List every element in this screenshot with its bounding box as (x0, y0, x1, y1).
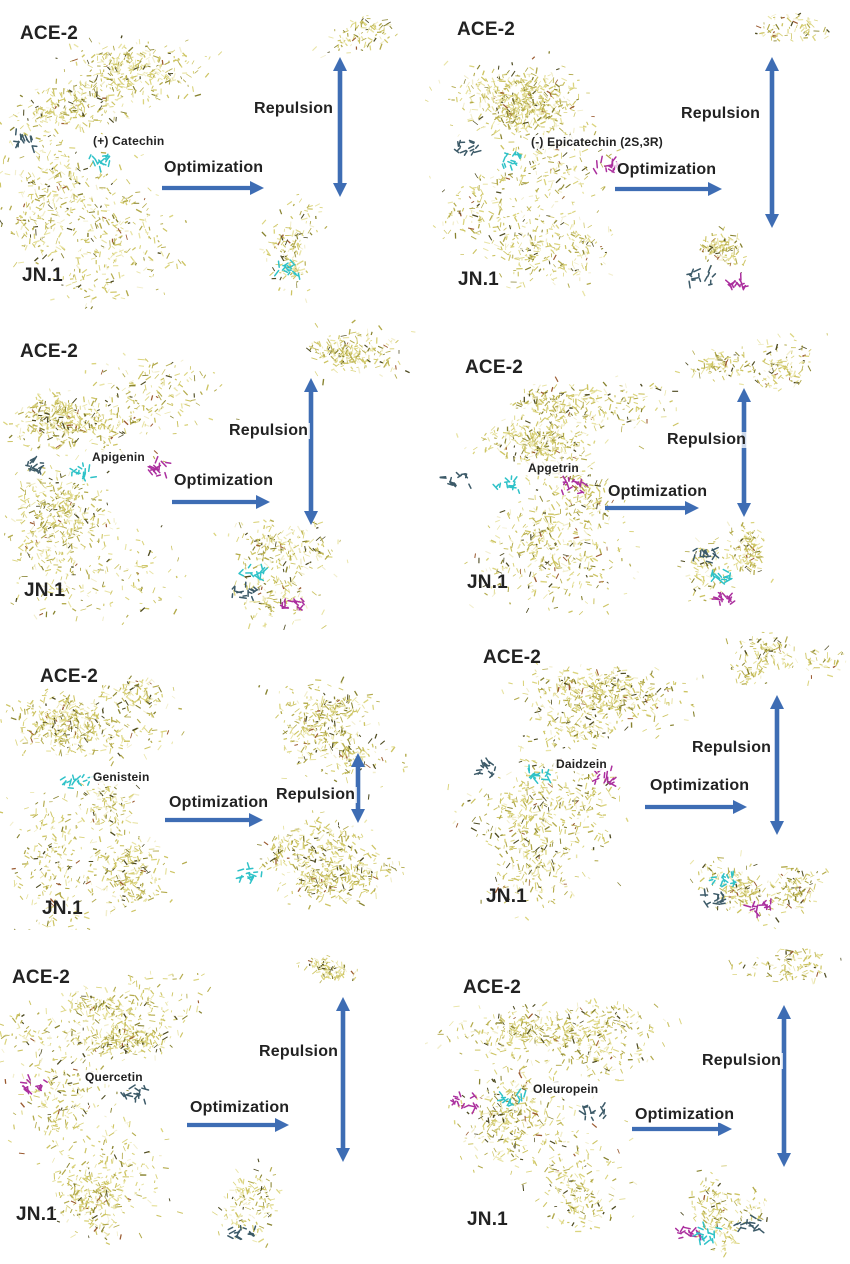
ace2-label: ACE-2 (463, 977, 522, 998)
optimization-arrow-icon (632, 1122, 732, 1136)
optimization-label: Optimization (608, 483, 708, 500)
ligand-slate (14, 129, 37, 152)
separated-jn1-structure (690, 850, 829, 929)
separated-jn1-structure (700, 226, 747, 274)
jn1-label: JN.1 (22, 265, 63, 286)
ligand-cyan (493, 476, 519, 493)
optimization-label: Optimization (650, 777, 750, 794)
jn1-structure (449, 1048, 637, 1232)
optimization-arrow-icon (165, 813, 263, 827)
ace2-structure (457, 376, 679, 472)
separated-ace2-structure (313, 16, 398, 58)
jn1-label: JN.1 (486, 886, 527, 907)
separated-ace2-structure (729, 948, 841, 984)
ace2-label: ACE-2 (457, 19, 516, 40)
optimization-label: Optimization (169, 794, 269, 811)
jn1-label: JN.1 (467, 572, 508, 593)
optimization-label: Optimization (190, 1099, 290, 1116)
optimization-label: Optimization (164, 159, 264, 176)
repulsion-arrow-icon (765, 57, 779, 228)
repulsion-arrow-icon (770, 695, 784, 835)
repulsion-label: Repulsion (259, 1043, 339, 1060)
optimization-arrow-icon (645, 800, 747, 814)
ligand-slate (475, 758, 496, 777)
separated-ace2-structure (755, 13, 829, 41)
panel-quercetin (0, 930, 425, 1264)
ligand-magenta (148, 457, 171, 478)
repulsion-label: Repulsion (692, 739, 772, 756)
ligand-label: Apgetrin (525, 461, 582, 475)
repulsion-label: Repulsion (254, 100, 334, 117)
separated-ace2-structure (675, 333, 827, 391)
ace2-structure (13, 35, 222, 141)
separated-jn1-structure (677, 522, 773, 601)
repulsion-label: Repulsion (681, 105, 761, 122)
molecule-canvas (425, 630, 850, 930)
separated-ace2-structure (726, 632, 846, 686)
ace2-structure (502, 661, 703, 751)
separated-ligand-magenta (744, 899, 771, 918)
separated-jn1-structure (259, 194, 327, 302)
separated-ligand-cyan (236, 863, 261, 883)
ligand-slate (440, 473, 471, 489)
separated-ligand-slate (687, 266, 715, 288)
repulsion-label: Repulsion (229, 422, 309, 439)
repulsion-label: Repulsion (667, 431, 747, 448)
ace2-label: ACE-2 (20, 341, 79, 362)
panel-genistein (0, 630, 425, 930)
panel-daidzein (425, 630, 850, 930)
ace2-label: ACE-2 (483, 647, 542, 668)
ligand-cyan (528, 765, 550, 783)
separated-jn1-structure (681, 1166, 768, 1258)
panel-epicatechin (425, 0, 850, 310)
ligand-label: Apigenin (89, 450, 148, 464)
separated-ace2-structure (297, 955, 358, 983)
repulsion-label: Repulsion (276, 786, 356, 803)
optimization-arrow-icon (605, 501, 699, 515)
ligand-cyan (502, 152, 521, 170)
ace2-structure (425, 998, 681, 1081)
separated-jn1-structure (257, 810, 405, 909)
ligand-label: Quercetin (82, 1070, 146, 1084)
repulsion-arrow-icon (777, 1005, 791, 1167)
repulsion-arrow-icon (333, 57, 347, 197)
optimization-label: Optimization (174, 472, 274, 489)
repulsion-label: Repulsion (702, 1052, 782, 1069)
ligand-slate (579, 1103, 605, 1121)
ligand-slate (26, 457, 44, 475)
panel-apigenin (0, 310, 425, 630)
ace2-structure (1, 676, 184, 766)
separated-ace2-structure (259, 677, 408, 800)
ligand-cyan (70, 463, 96, 481)
panel-oleuropein (425, 930, 850, 1264)
ace2-label: ACE-2 (20, 23, 79, 44)
molecule-canvas (425, 0, 850, 310)
jn1-label: JN.1 (42, 898, 83, 919)
repulsion-arrow-icon (304, 378, 318, 525)
optimization-arrow-icon (162, 181, 264, 195)
ligand-label: Daidzein (553, 757, 610, 771)
jn1-label: JN.1 (24, 580, 65, 601)
ace2-label: ACE-2 (40, 666, 99, 687)
panel-catechin (0, 0, 425, 310)
molecule-canvas (0, 0, 425, 310)
ligand-magenta (451, 1092, 478, 1114)
jn1-structure (0, 779, 187, 930)
ligand-cyan (61, 775, 93, 789)
ligand-label: Oleuropein (530, 1082, 601, 1096)
separated-ace2-structure (306, 320, 415, 385)
optimization-label: Optimization (617, 161, 717, 178)
ligand-slate (121, 1085, 149, 1104)
ligand-label: Genistein (90, 770, 152, 784)
jn1-label: JN.1 (16, 1204, 57, 1225)
optimization-label: Optimization (635, 1106, 735, 1123)
separated-ligand-magenta (726, 273, 748, 289)
separated-jn1-structure (212, 1159, 282, 1248)
panel-apgetrin (425, 310, 850, 630)
separated-ligand-magenta (712, 593, 735, 606)
optimization-arrow-icon (187, 1118, 289, 1132)
optimization-arrow-icon (172, 495, 270, 509)
repulsion-arrow-icon (737, 388, 751, 517)
jn1-label: JN.1 (467, 1209, 508, 1230)
separated-jn1-structure (214, 519, 348, 630)
ligand-magenta (21, 1075, 48, 1094)
optimization-arrow-icon (615, 182, 722, 196)
ace2-label: ACE-2 (12, 967, 71, 988)
ligand-label: (+) Catechin (90, 134, 167, 148)
repulsion-arrow-icon (336, 997, 350, 1162)
ligand-label: (-) Epicatechin (2S,3R) (528, 135, 666, 149)
ligand-slate (455, 140, 481, 155)
jn1-label: JN.1 (458, 269, 499, 290)
ace2-label: ACE-2 (465, 357, 524, 378)
